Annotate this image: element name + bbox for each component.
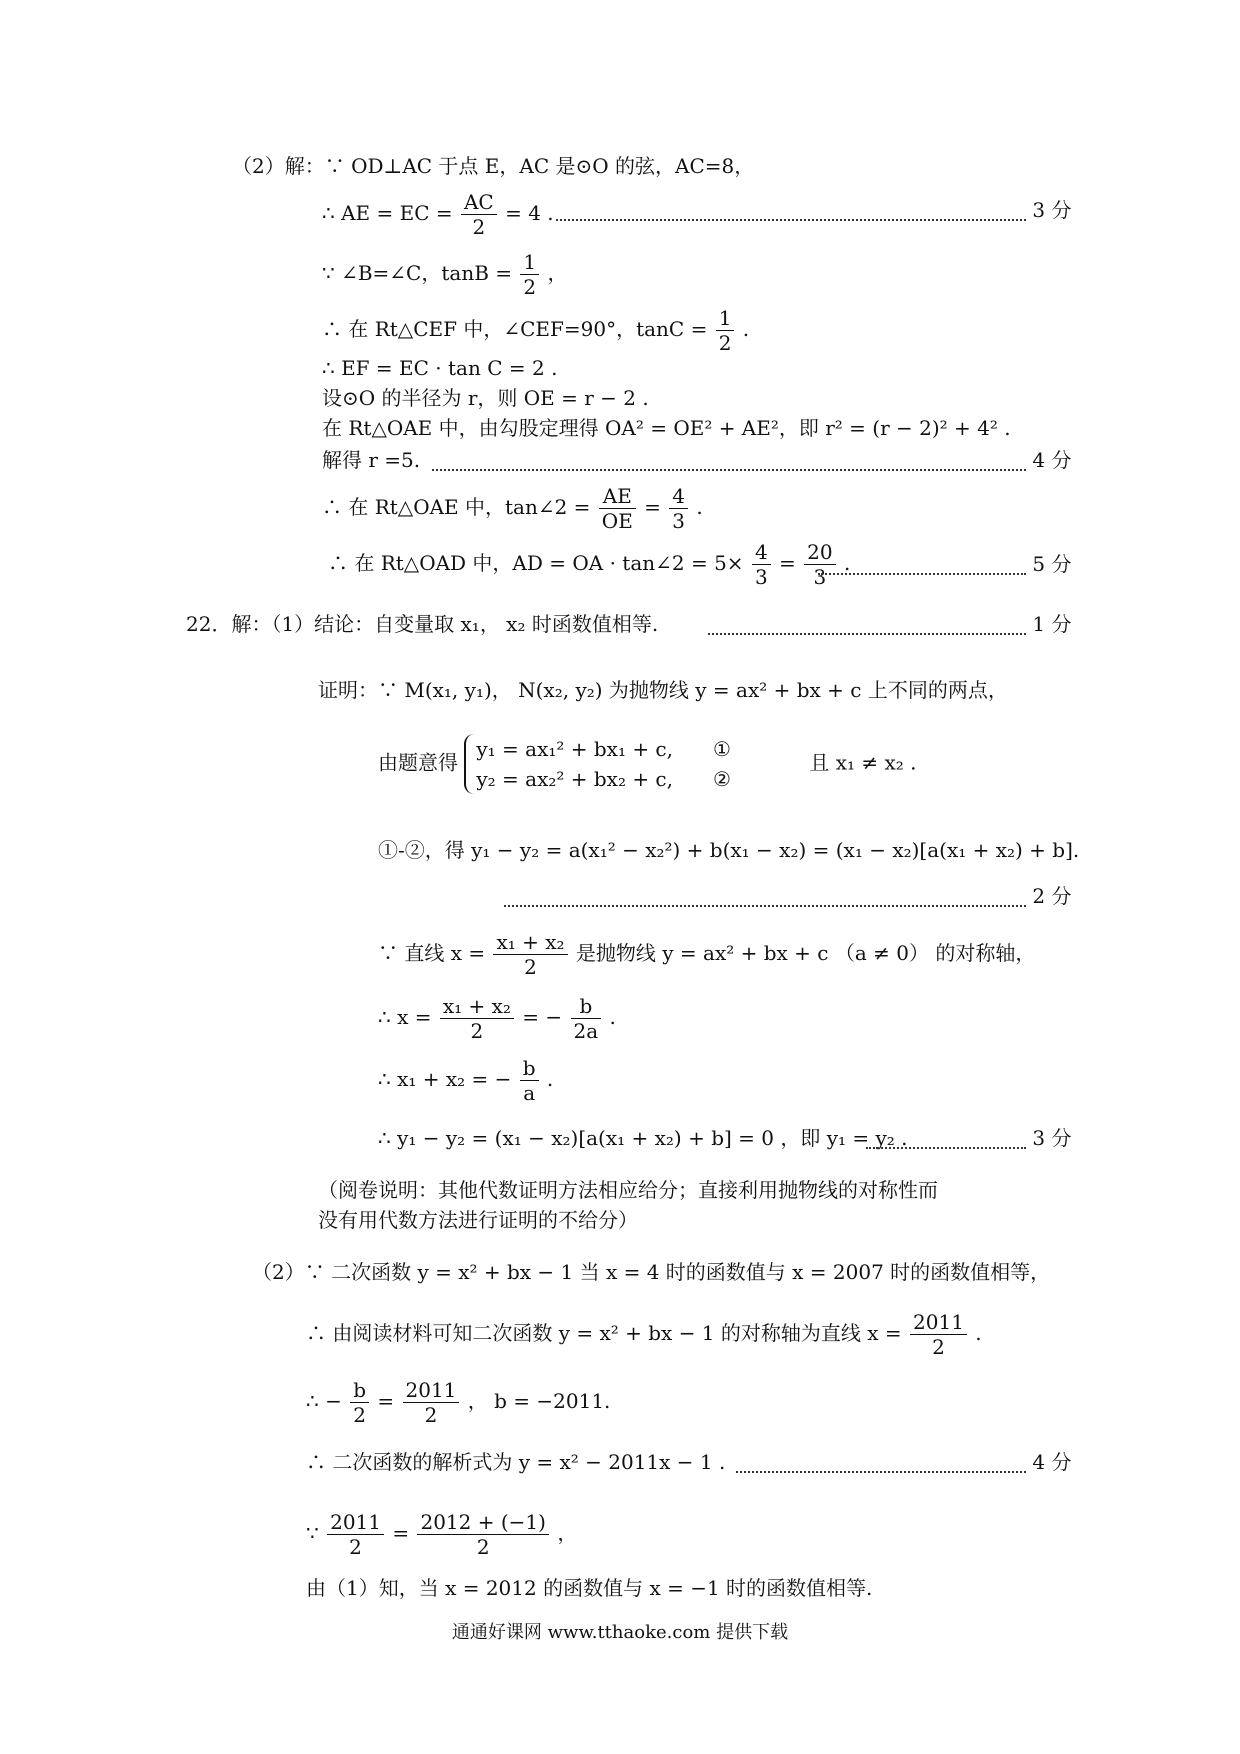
fraction bbox=[440, 994, 514, 1043]
line-subtract: ①-②，得 y₁ − y₂ = a(x₁² − x₂²) + b(x₁ − x₂) = (x₁ − x₂)[a(x₁ + x₂) + b]. bbox=[378, 838, 1080, 862]
grading-note-2: 没有用代数方法进行证明的不给分） bbox=[318, 1208, 638, 1232]
text: ， bbox=[557, 1521, 578, 1545]
numerator: 20 bbox=[804, 540, 835, 565]
page-footer: 通通好课网 www.tthaoke.com 提供下载 bbox=[451, 1622, 789, 1643]
denominator: 2 bbox=[524, 955, 537, 979]
text: = bbox=[392, 1521, 410, 1545]
dot-leader bbox=[818, 557, 1026, 575]
denominator: 2 bbox=[932, 1335, 945, 1359]
fraction bbox=[599, 484, 636, 533]
fraction bbox=[403, 1378, 460, 1427]
denominator: OE bbox=[601, 509, 633, 533]
denominator: 2 bbox=[718, 331, 732, 355]
dot-leader bbox=[432, 453, 1026, 471]
numerator: AC bbox=[461, 190, 497, 215]
numerator: 1 bbox=[716, 306, 735, 331]
text: = 4 . bbox=[505, 201, 554, 225]
text: . bbox=[975, 1321, 982, 1345]
fraction bbox=[520, 250, 539, 299]
text: ∵ bbox=[306, 1521, 319, 1545]
line-proof: 证明：∵ M(x₁, y₁)， N(x₂, y₂) 为抛物线 y = ax² + bx + c 上不同的两点， bbox=[318, 678, 1008, 702]
text: ∴ 在 Rt△OAE 中，tan∠2 = bbox=[322, 495, 591, 519]
line-ef: ∴ EF = EC · tan C = 2 . bbox=[322, 356, 558, 380]
fraction bbox=[520, 1056, 539, 1105]
numerator: AE bbox=[599, 484, 636, 509]
denominator: 2 bbox=[349, 1535, 362, 1559]
line-ae-ec bbox=[322, 190, 554, 239]
text: . bbox=[742, 317, 750, 341]
part2-header: （2）解：∵ OD⊥AC 于点 E，AC 是⊙O 的弦，AC=8， bbox=[232, 154, 755, 178]
text: . bbox=[546, 1067, 554, 1091]
denominator: 2 bbox=[476, 1535, 490, 1559]
line-tanC bbox=[322, 306, 749, 355]
text: 且 x₁ ≠ x₂ . bbox=[809, 750, 917, 775]
line-tanB bbox=[322, 250, 567, 299]
numerator: 2012 + (−1) bbox=[417, 1510, 548, 1535]
score-5a: 5 分 bbox=[818, 550, 1071, 578]
score-4b: 4 分 bbox=[736, 1448, 1071, 1476]
line-axis bbox=[378, 930, 1035, 979]
text: ， b = −2011. bbox=[467, 1389, 611, 1413]
dot-leader bbox=[556, 203, 1026, 221]
numerator: x₁ + x₂ bbox=[440, 994, 514, 1019]
text: . bbox=[609, 1005, 616, 1029]
numerator: b bbox=[520, 1056, 539, 1081]
denominator: a bbox=[523, 1081, 536, 1105]
denominator: 3 bbox=[672, 509, 686, 533]
fraction bbox=[571, 994, 602, 1043]
numerator: 2011 bbox=[327, 1510, 384, 1535]
line-ad bbox=[328, 540, 850, 589]
denominator: 2a bbox=[573, 1019, 599, 1043]
text: = − bbox=[522, 1005, 563, 1029]
text: 由题意得 bbox=[378, 750, 458, 775]
fraction bbox=[910, 1310, 967, 1359]
part2b-d: ∴ 二次函数的解析式为 y = x² − 2011x − 1 . bbox=[306, 1450, 726, 1474]
fraction bbox=[327, 1510, 384, 1559]
denominator: 2 bbox=[424, 1403, 438, 1427]
text: ∴ x₁ + x₂ = − bbox=[378, 1067, 512, 1091]
part2b-b bbox=[306, 1310, 982, 1359]
denominator: 2 bbox=[353, 1403, 366, 1427]
numerator: 2011 bbox=[403, 1378, 460, 1403]
denominator: 2 bbox=[470, 1019, 484, 1043]
part2b-c bbox=[306, 1378, 610, 1427]
text: ∴ − bbox=[306, 1389, 342, 1413]
dot-leader bbox=[504, 889, 1026, 907]
text: = bbox=[779, 551, 796, 575]
text: ∴ 由阅读材料可知二次函数 y = x² + bx − 1 的对称轴为直线 x = bbox=[306, 1321, 902, 1345]
line-pythagoras: 在 Rt△OAE 中，由勾股定理得 OA² = OE² + AE²，即 r² = (r − 2)² + 4² . bbox=[322, 416, 1011, 440]
dot-leader bbox=[708, 617, 1026, 635]
score-1: 1 分 bbox=[708, 610, 1071, 638]
fraction bbox=[350, 1378, 369, 1427]
dot-leader bbox=[736, 1455, 1026, 1473]
line-solve: 解得 r =5. bbox=[322, 448, 421, 472]
part2b-e bbox=[306, 1510, 577, 1559]
numerator: x₁ + x₂ bbox=[493, 930, 567, 955]
denominator: 2 bbox=[472, 215, 486, 239]
text: = bbox=[644, 495, 661, 519]
numerator: b bbox=[350, 1378, 369, 1403]
score-3b: 3 分 bbox=[866, 1124, 1071, 1152]
numerator: b bbox=[571, 994, 602, 1019]
denominator: 2 bbox=[523, 275, 537, 299]
fraction bbox=[493, 930, 567, 979]
line-tan2 bbox=[322, 484, 703, 533]
numerator: 2011 bbox=[910, 1310, 967, 1335]
part2b-a: （2）∵ 二次函数 y = x² + bx − 1 当 x = 4 时的函数值与 x = 2007 时的函数值相等， bbox=[252, 1260, 1051, 1284]
text: ， bbox=[547, 261, 568, 285]
line-conclude: ∴ y₁ − y₂ = (x₁ − x₂)[a(x₁ + x₂) + b] = 0 ，即 y₁ = y₂ . bbox=[378, 1126, 908, 1150]
fraction bbox=[752, 540, 771, 589]
part2b-f: 由（1）知，当 x = 2012 的函数值与 x = −1 时的函数值相等. bbox=[306, 1576, 873, 1600]
numerator: 4 bbox=[669, 484, 688, 509]
text: . bbox=[843, 551, 851, 575]
score-4a: 4 分 bbox=[432, 446, 1071, 474]
text: 是抛物线 y = ax² + bx + c （a ≠ 0） 的对称轴， bbox=[575, 941, 1036, 965]
denominator: 3 bbox=[754, 565, 768, 589]
text: ∴ 在 Rt△OAD 中，AD = OA · tan∠2 = 5× bbox=[328, 551, 744, 575]
line-radius: 设⊙O 的半径为 r，则 OE = r − 2 . bbox=[322, 386, 649, 410]
text: ∴ AE = EC = bbox=[322, 201, 453, 225]
fraction bbox=[669, 484, 688, 533]
score-3a: 3 分 bbox=[556, 196, 1071, 224]
text: ∴ x = bbox=[378, 1005, 432, 1029]
dot-leader bbox=[866, 1131, 1026, 1149]
text: ∴ 在 Rt△CEF 中，∠CEF=90°，tanC = bbox=[322, 317, 708, 341]
line-sum bbox=[378, 1056, 553, 1105]
fraction bbox=[417, 1510, 548, 1559]
equation-system bbox=[378, 734, 917, 794]
text: ∵ 直线 x = bbox=[378, 941, 486, 965]
fraction bbox=[716, 306, 735, 355]
brace-system bbox=[464, 734, 803, 794]
text: = bbox=[377, 1389, 395, 1413]
score-2: 2 分 bbox=[504, 882, 1071, 910]
fraction bbox=[461, 190, 497, 239]
line-axis-eq bbox=[378, 994, 616, 1043]
grading-note-1: （阅卷说明：其他代数证明方法相应给分；直接利用抛物线的对称性而 bbox=[318, 1178, 938, 1202]
numerator: 1 bbox=[520, 250, 539, 275]
text: . bbox=[696, 495, 703, 519]
numerator: 4 bbox=[752, 540, 771, 565]
q22-header: 22．解：（1）结论：自变量取 x₁， x₂ 时函数值相等. bbox=[186, 612, 659, 636]
system-row: y₁ = ax₁² + bx₁ + c, ① bbox=[476, 737, 731, 761]
system-row: y₂ = ax₂² + bx₂ + c, ② bbox=[476, 767, 731, 791]
text: ∵ ∠B=∠C，tanB = bbox=[322, 261, 513, 285]
denominator: 3 bbox=[813, 565, 827, 589]
